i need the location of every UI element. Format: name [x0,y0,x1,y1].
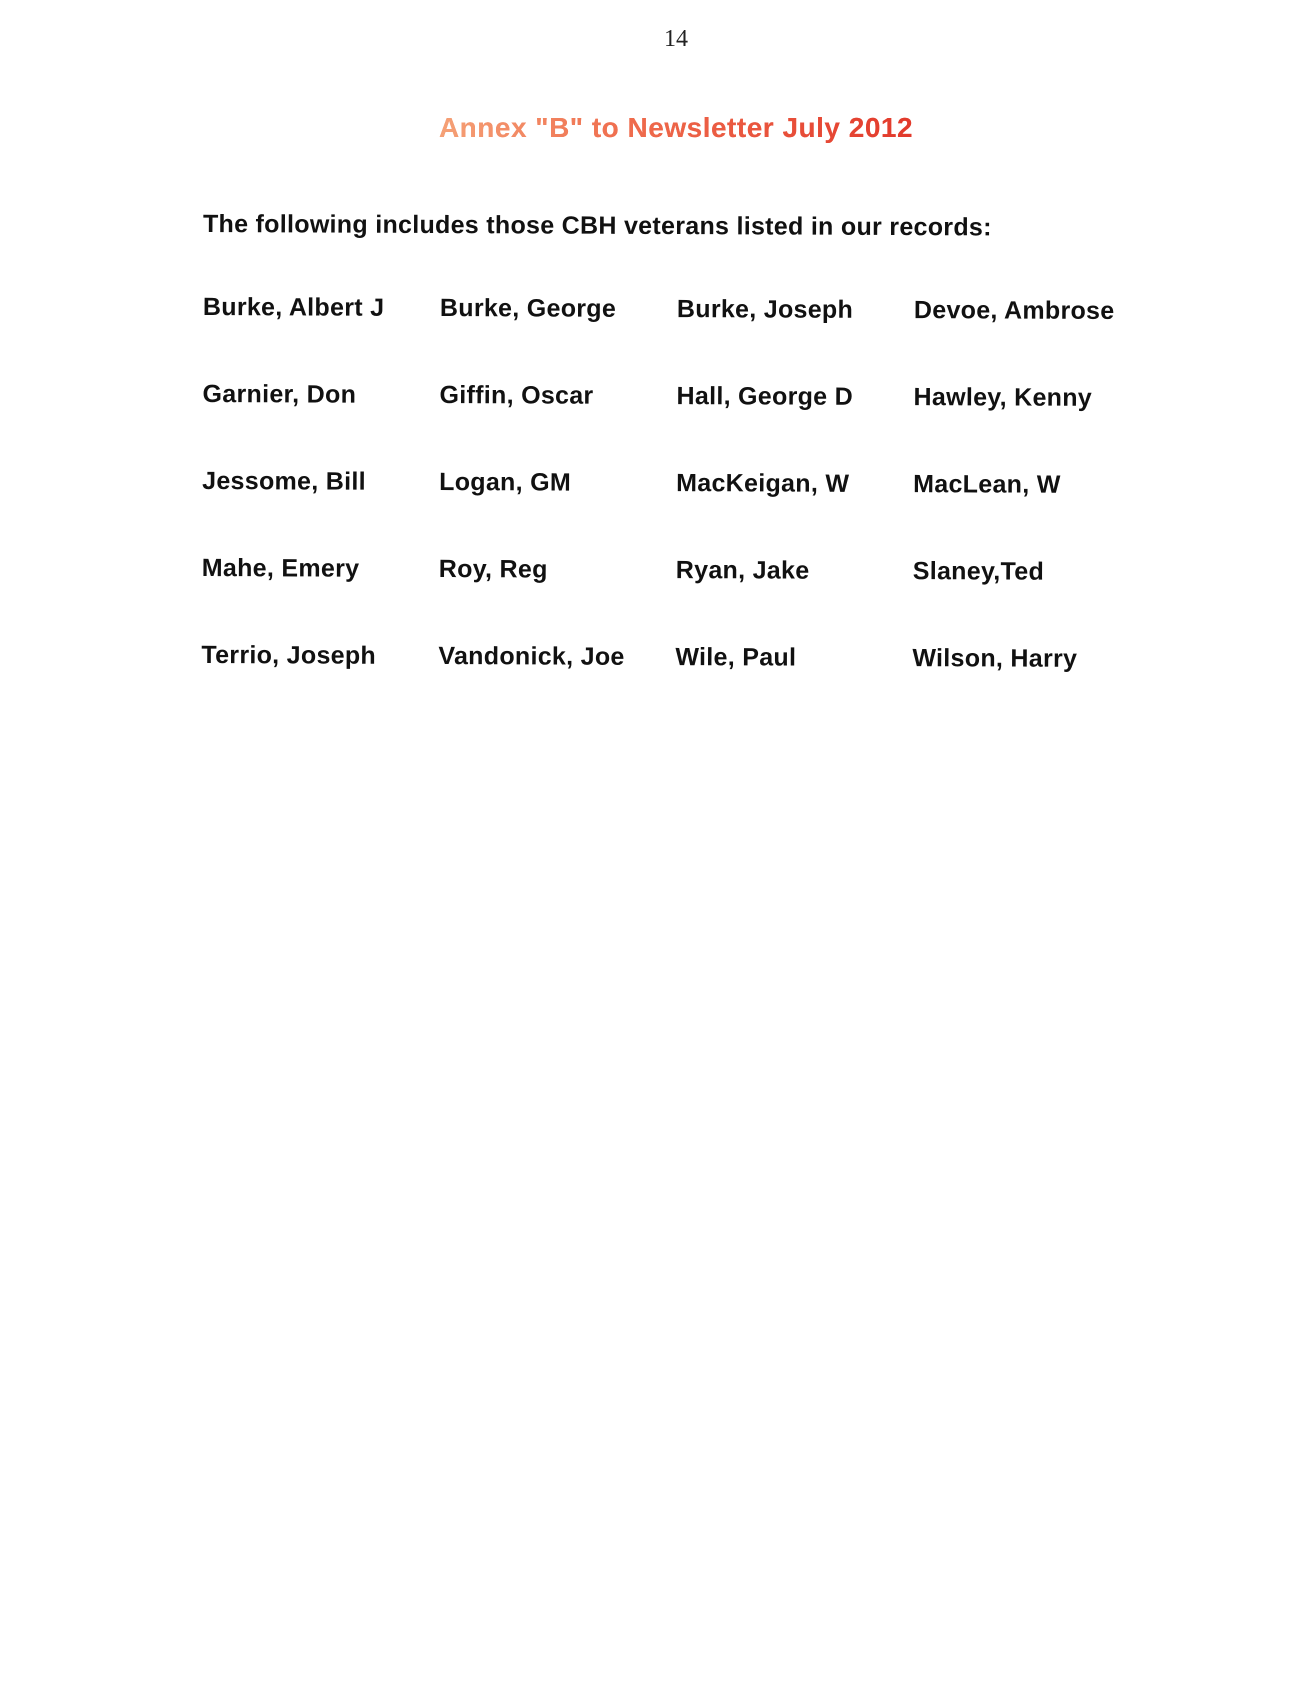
veteran-name: Logan, GM [439,468,572,497]
page-title-text: Annex "B" to Newsletter July 2012 [438,112,914,143]
veteran-name: Jessome, Bill [202,466,366,496]
veteran-name: Hall, George D [676,382,854,411]
veteran-name: MacLean, W [913,470,1061,499]
veterans-row [201,641,1161,732]
veteran-name: Hawley, Kenny [913,383,1093,412]
veteran-name: MacKeigan, W [676,469,850,498]
veteran-name: Wilson, Harry [912,644,1078,673]
veteran-name: Burke, Joseph [676,295,854,324]
veteran-name: Roy, Reg [438,555,548,584]
page-number: 14 [664,26,688,52]
veteran-name: Burke, George [439,294,617,323]
veteran-name: Vandonick, Joe [438,642,625,671]
veteran-name: Garnier, Don [202,379,357,409]
veteran-name: Giffin, Oscar [439,381,594,410]
veteran-name: Slaney,Ted [912,557,1045,586]
intro-text: The following includes those CBH veterans listed in our records: [202,210,992,242]
page-title [0,112,1300,144]
veterans-list [201,293,1163,732]
veteran-name: Ryan, Jake [675,556,810,585]
veteran-name: Mahe, Emery [201,553,360,583]
veterans-row [201,554,1161,645]
veteran-name: Devoe, Ambrose [913,296,1115,325]
veterans-row [202,467,1162,558]
veteran-name: Burke, Albert J [202,293,385,322]
veteran-name: Terrio, Joseph [201,640,377,670]
veterans-row [203,293,1163,384]
veteran-name: Wile, Paul [675,643,797,672]
veterans-row [202,380,1162,471]
